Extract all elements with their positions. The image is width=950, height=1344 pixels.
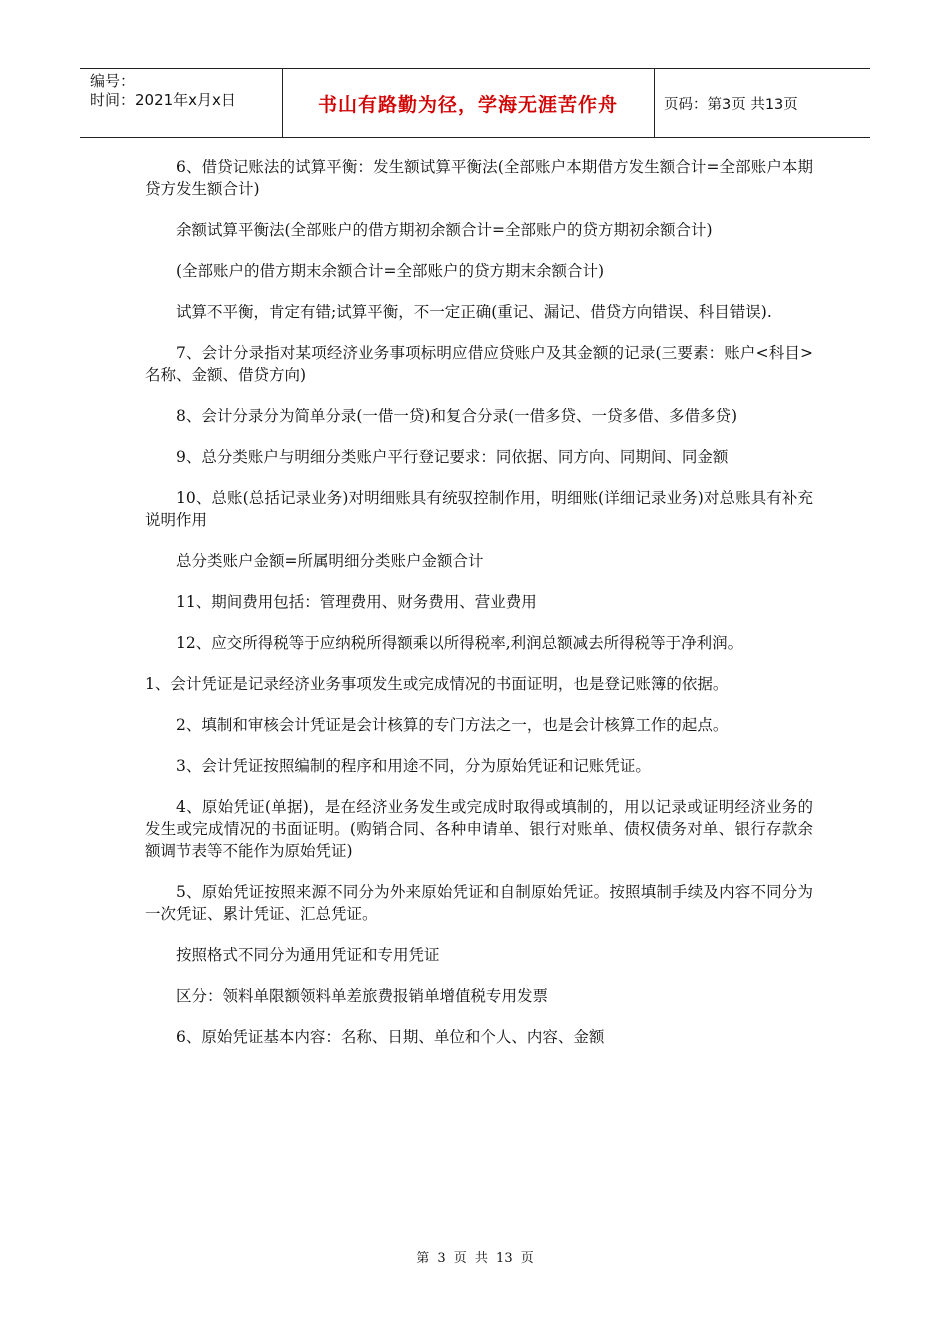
header-motto-cell [282,69,655,137]
document-body [145,156,813,1067]
paragraph: 3、会计凭证按照编制的程序和用途不同，分为原始凭证和记账凭证。 [176,757,651,775]
paragraph: 11、期间费用包括：管理费用、财务费用、营业费用 [176,593,537,611]
header-page-cell [654,69,870,137]
paragraph: (全部账户的借方期末余额合计=全部账户的贷方期末余额合计) [176,262,605,280]
header-page-info: 页码：第3页 共13页 [664,96,798,113]
paragraph: 区分：领料单限额领料单差旅费报销单增值税专用发票 [176,987,549,1005]
paragraph: 8、会计分录分为简单分录(一借一贷)和复合分录(一借多贷、一贷多借、多借多贷) [176,407,738,425]
paragraph: 9、总分类账户与明细分类账户平行登记要求：同依据、同方向、同期间、同金额 [176,448,729,466]
number-label: 编号： [90,72,136,90]
header-meta-cell [80,69,283,137]
paragraph: 5、原始凭证按照来源不同分为外来原始凭证和自制原始凭证。按照填制手续及内容不同分为一次凭证、累计凭证、汇总凭证。 [145,883,813,923]
paragraph: 6、原始凭证基本内容：名称、日期、单位和个人、内容、金额 [176,1028,605,1046]
page-header [80,68,870,138]
paragraph: 7、会计分录指对某项经济业务事项标明应借应贷账户及其金额的记录(三要素：账户<科目>名称、金额、借贷方向) [145,344,813,384]
paragraph: 10、总账(总括记录业务)对明细账具有统驭控制作用，明细账(详细记录业务)对总账具有补充说明作用 [145,489,813,529]
page-footer: 第 3 页 共 13 页 [416,1251,534,1266]
paragraph: 2、填制和审核会计凭证是会计核算的专门方法之一，也是会计核算工作的起点。 [176,716,729,734]
paragraph: 4、原始凭证(单据)，是在经济业务发生或完成时取得或填制的，用以记录或证明经济业务的发生或完成情况的书面证明。(购销合同、各种申请单、银行对账单、债权债务对单、银行存款余额调节表等不能作为原始凭证) [145,798,813,860]
header-motto: 书山有路勤为径，学海无涯苦作舟 [317,93,618,116]
paragraph: 按照格式不同分为通用凭证和专用凭证 [176,946,440,964]
paragraph: 6、借贷记账法的试算平衡：发生额试算平衡法(全部账户本期借方发生额合计=全部账户本期贷方发生额合计) [145,158,813,198]
paragraph: 余额试算平衡法(全部账户的借方期初余额合计=全部账户的贷方期初余额合计) [176,221,713,239]
paragraph: 12、应交所得税等于应纳税所得额乘以所得税率,利润总额减去所得税等于净利润。 [176,634,744,652]
paragraph: 1、会计凭证是记录经济业务事项发生或完成情况的书面证明，也是登记账簿的依据。 [145,675,729,693]
time-label: 时间：2021年x月x日 [90,91,236,109]
paragraph: 试算不平衡，肯定有错;试算平衡，不一定正确(重记、漏记、借贷方向错误、科目错误). [176,303,772,321]
paragraph: 总分类账户金额=所属明细分类账户金额合计 [176,552,484,570]
